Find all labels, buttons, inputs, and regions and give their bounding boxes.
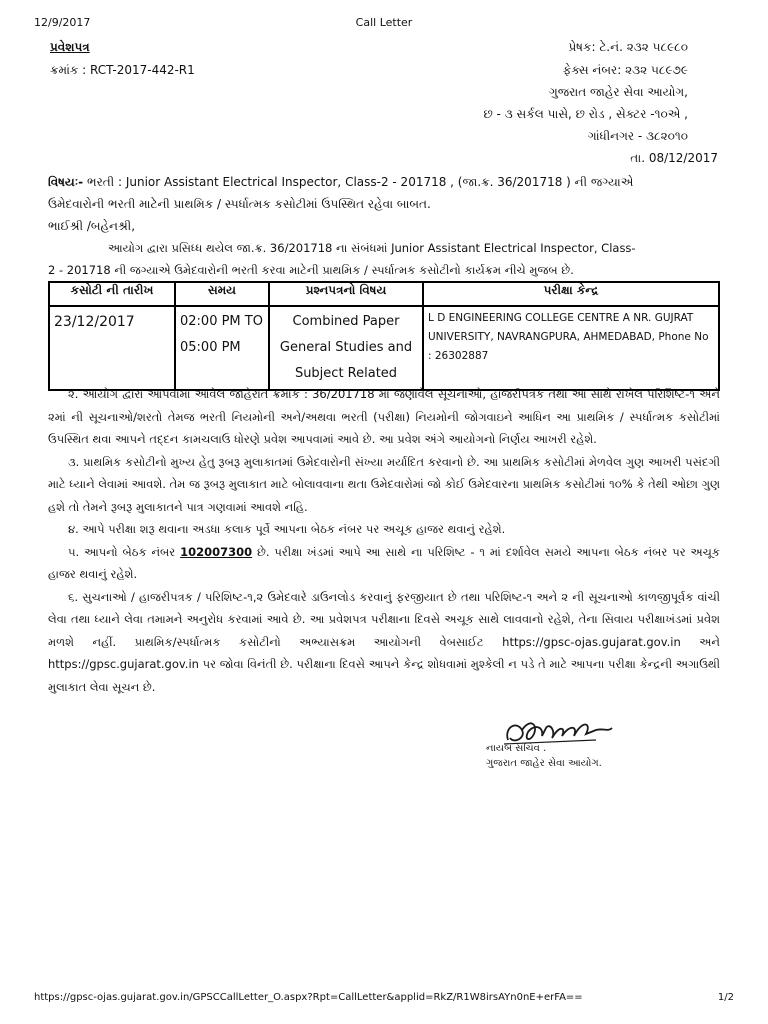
exam-date: 23/12/2017 bbox=[49, 306, 175, 390]
paragraph-4: ૪. આપે પરીક્ષા શરૂ થવાના અડધા કલાક પૂર્વે આપના બેઠક નંબર પર અચૂક હાજર થવાનું રહેશે. bbox=[68, 522, 506, 536]
signatory-title: નાયબ સચિવ . bbox=[486, 743, 547, 754]
subject-label: વિષયઃ- bbox=[48, 175, 84, 189]
subject-line-1 bbox=[48, 171, 720, 193]
header-date: કસોટી ની તારીખ bbox=[49, 282, 175, 306]
paragraph-5 bbox=[48, 541, 720, 586]
signatory-org: ગુજરાત જાહેર સેવા આયોગ. bbox=[486, 758, 602, 769]
sender-phone: પ્રેષક: ટે.નં. ૨૩૨ ૫૮૯૮૦ bbox=[568, 40, 688, 54]
intro-line-1: આયોગ દ્વારા પ્રસિધ્ધ થયેલ જા.ક્ર. 36/201718 ના સંબંધમાં Junior Assistant Electrical Inspector, Class- bbox=[108, 241, 636, 255]
exam-venue: L D ENGINEERING COLLEGE CENTRE A NR. GUJRAT UNIVERSITY, NAVRANGPURA, AHMEDABAD, Phone No : 26302887 bbox=[423, 306, 719, 390]
salutation: ભાઈશ્રી /બહેનશ્રી, bbox=[48, 219, 136, 233]
header-time: સમય bbox=[175, 282, 269, 306]
fax-number: ફેક્સ નંબર: ૨૩૨ ૫૮૯૭૯ bbox=[562, 63, 688, 77]
letter-number: ક્રમાંક : RCT-2017-442-R1 bbox=[50, 63, 195, 77]
exam-time: 02:00 PM TO 05:00 PM bbox=[175, 306, 269, 390]
intro-line-2: 2 - 201718 ની જગ્યાએ ઉમેદવારોની ભરતી કરવા માટેની પ્રાથમિક / સ્પર્ધાત્મક કસોટીનો કાર્યક્રમ નીચે મુજબ છે. bbox=[48, 263, 574, 277]
page-number: 1/2 bbox=[717, 992, 734, 1003]
page-url[interactable]: https://gpsc-ojas.gujarat.gov.in/GPSCCallLetter_O.aspx?Rpt=CallLetter&applid=RkZ/R1W8irsAYn0nE+erFA== bbox=[34, 992, 583, 1003]
subject-line-2: ઉમેદવારોની ભરતી માટેની પ્રાથમિક / સ્પર્ધાત્મક કસોટીમાં ઉપસ્થિત રહેવા બાબત. bbox=[48, 197, 431, 211]
letter-heading: પ્રવેશપત્ર bbox=[50, 40, 90, 54]
subject-text-1: ભરતી : Junior Assistant Electrical Inspector, Class-2 - 201718 , (જા.ક્ર. 36/201718 ) ની જગ્યાએ bbox=[83, 175, 634, 189]
browser-title: Call Letter bbox=[355, 16, 413, 29]
paragraph-5-end: છે. પરીક્ષા ખંડમાં આપે આ સાથે ના પરિશિષ્ટ - ૧ માં દર્શાવેલ સમયે આપના બેઠક નંબર પર અચૂક હાજર થવાનું રહેશે. bbox=[48, 544, 720, 581]
paragraph-2: ૨. આયોગ દ્વારા આપવામાં આવેલ જાહેરાત ક્રમાંક : 36/201718 માં જણાવેલ સૂચનાઓ, હાજરીપત્રક તથા આ સાથે રાખેલ પરિશિષ્ટ-૧ અને ૨માં ની સૂચનાઓ/શરતો તેમજ ભરતી નિયમોની અને/અથવા ભરતી (પરીક્ષા) નિયમોની જોગવાઇને આધિન આ પ્રાથમિક / સ્પર્ધાત્મક કસોટીમાં ઉપસ્થિત થવા આપને તદ્દન કામચલાઉ ધોરણે પ્રવેશ આપવામાં આવે છે. આ પ્રવેશ અંગે આયોગનો નિર્ણય આખરી રહેશે. bbox=[48, 387, 720, 446]
header-subject: પ્રશ્નપત્રનો વિષય bbox=[269, 282, 423, 306]
browser-date: 12/9/2017 bbox=[34, 16, 91, 29]
paragraph-6: ૬. સુચનાઓ / હાજરીપત્રક / પરિશિષ્ટ-૧,૨ ઉમેદવારે ડાઉનલોડ કરવાનું ફરજીયાત છે તથા પરિશિષ્ટ-૧ અને ૨ ની સૂચનાઓ કાળજીપૂર્વક વાંચી લેવા તથા ધ્યાને લેવા તમામને અનુરોધ કરવામાં આવે છે. આ પ્રવેશપત્ર પરીક્ષાના દિવસે અચૂક સાથે લાવવાનો રહેશે, તેના સિવાય પરીક્ષાખંડમાં પ્રવેશ મળશે નહીં. પ્રાથમિક/સ્પર્ધાત્મક કસોટીનો અભ્યાસક્રમ આયોગની વેબસાઈટ https://gpsc-ojas.gujarat.gov.in અને https://gpsc.gujarat.gov.in પર જોવા વિનંતી છે. પરીક્ષાના દિવસે આપને કેન્દ્ર શોધવામાં મુશ્કેલી ન પડે તે માટે આપના પરીક્ષા કેન્દ્રની અગાઉથી મુલાકાત લેવા સૂચન છે. bbox=[48, 589, 720, 694]
paragraph-5-start: ૫. આપનો બેઠક નંબર bbox=[68, 544, 181, 559]
table-row bbox=[49, 306, 719, 390]
address-line-2: ગાંધીનગર - ૩૮૨૦૧૦ bbox=[587, 129, 688, 143]
table-header-row bbox=[49, 282, 719, 306]
paragraph-3: ૩. પ્રાથમિક કસોટીનો મુખ્ય હેતુ રૂબરૂ મુલાકાતમાં ઉમેદવારોની સંખ્યા મર્યાદિત કરવાનો છે. આ પ્રાથમિક કસોટીમાં મેળવેલ ગુણ આખરી પસંદગી માટે ધ્યાને લેવામાં આવશે. તેમ જ રૂબરૂ મુલાકાત માટે બોલાવવાના થતા ઉમેદવારોમાં જો કોઈ ઉમેદવારના પ્રાથમિક કસોટીમાં ૧૦% કે તેથી ઓછા ગુણ હશે તો તેમને રૂબરૂ મુલાકાતને પાત્ર ગણવામાં આવશે નહિ. bbox=[48, 454, 720, 514]
org-name: ગુજરાત જાહેર સેવા આયોગ, bbox=[548, 85, 688, 99]
header-venue: પરીક્ષા કેન્દ્ર bbox=[423, 282, 719, 306]
address-line-1: છ - ૩ સર્કલ પાસે, છ રોડ , સેક્ટર -૧૦એ , bbox=[483, 107, 688, 121]
subject-block bbox=[48, 171, 720, 281]
seat-number: 102007300 bbox=[180, 544, 253, 559]
exam-schedule-table bbox=[48, 281, 720, 391]
letter-date: તા. 08/12/2017 bbox=[630, 151, 718, 165]
exam-subject: Combined Paper General Studies and Subject Related bbox=[269, 306, 423, 390]
body-paragraphs bbox=[48, 383, 720, 698]
